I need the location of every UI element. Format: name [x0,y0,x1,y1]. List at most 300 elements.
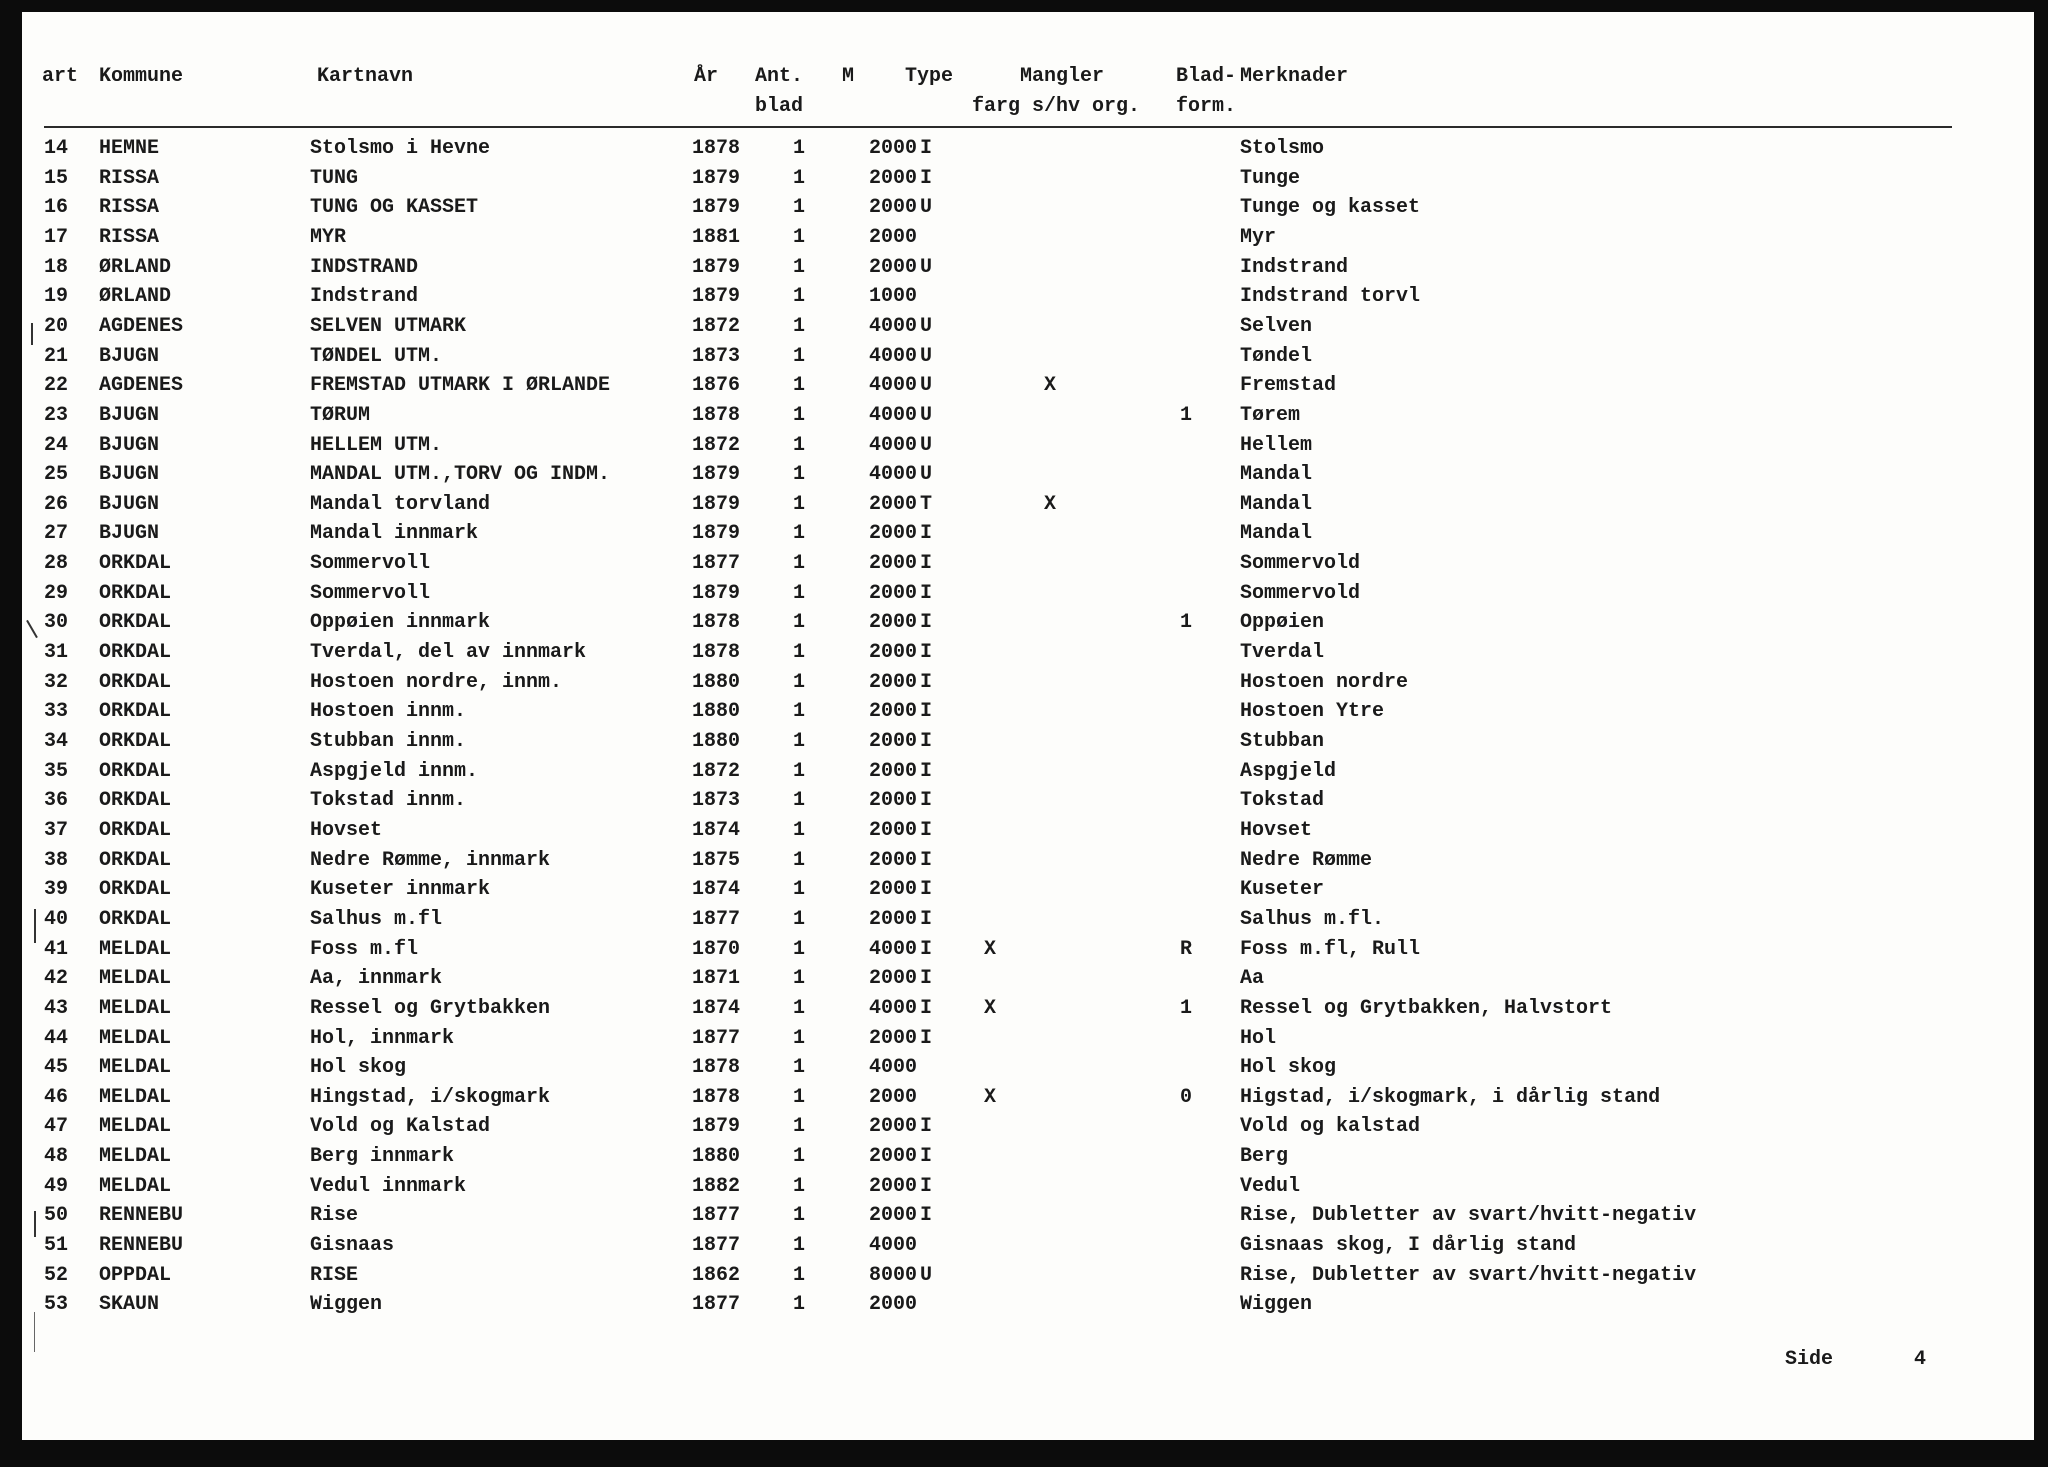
cell-ant: 1 [792,137,805,160]
cell-m: 2000 [868,967,917,990]
cell-aar: 1880 [691,671,740,694]
cell-kartnavn: Kuseter innmark [310,878,491,901]
cell-ant: 1 [792,1086,805,1109]
cell-kartnavn: RISE [310,1264,359,1287]
cell-aar: 1877 [691,552,740,575]
cell-kartnavn: Vedul innmark [310,1175,467,1198]
cell-ant: 1 [792,1293,805,1316]
cell-bladform: R [1180,938,1193,961]
cell-bladform: 0 [1180,1086,1193,1109]
cell-merknader: Indstrand torvl [1240,285,1421,308]
cell-aar: 1873 [691,345,740,368]
cell-m: 2000 [868,167,917,190]
cell-m: 4000 [868,1056,917,1079]
row-number: 50 [44,1204,69,1227]
cell-m: 2000 [868,256,917,279]
cell-ant: 1 [792,167,805,190]
cell-aar: 1870 [691,938,740,961]
header-art: art [42,65,79,88]
cell-m: 2000 [868,730,917,753]
cell-kommune: BJUGN [99,522,160,545]
cell-kommune: ORKDAL [99,611,172,634]
cell-aar: 1877 [691,1204,740,1227]
cell-kartnavn: Hol, innmark [310,1027,455,1050]
row-number: 17 [44,226,69,249]
row-number: 15 [44,167,69,190]
cell-kommune: ORKDAL [99,641,172,664]
cell-aar: 1878 [691,1056,740,1079]
cell-kartnavn: Indstrand [310,285,419,308]
cell-kartnavn: Salhus m.fl [310,908,443,931]
cell-aar: 1877 [691,908,740,931]
cell-merknader: Aa [1240,967,1265,990]
cell-m: 2000 [868,849,917,872]
cell-type: I [920,938,933,961]
cell-kommune: MELDAL [99,1175,172,1198]
cell-kommune: RISSA [99,226,160,249]
cell-type: I [920,819,933,842]
cell-m: 2000 [868,878,917,901]
cell-merknader: Rise, Dubletter av svart/hvitt-negativ [1240,1264,1697,1287]
cell-aar: 1878 [691,641,740,664]
cell-kommune: RENNEBU [99,1204,184,1227]
row-number: 34 [44,730,69,753]
row-number: 25 [44,463,69,486]
cell-merknader: Sommervold [1240,552,1361,575]
margin-mark [34,1211,36,1237]
cell-aar: 1879 [691,463,740,486]
cell-ant: 1 [792,730,805,753]
row-number: 40 [44,908,69,931]
cell-kartnavn: Stubban innm. [310,730,467,753]
row-number: 35 [44,760,69,783]
cell-merknader: Vedul [1240,1175,1301,1198]
cell-ant: 1 [792,849,805,872]
cell-kartnavn: TØRUM [310,404,371,427]
cell-kartnavn: Vold og Kalstad [310,1115,491,1138]
cell-ant: 1 [792,1264,805,1287]
cell-kartnavn: Aspgjeld innm. [310,760,479,783]
cell-merknader: Foss m.fl, Rull [1240,938,1421,961]
row-number: 33 [44,700,69,723]
row-number: 29 [44,582,69,605]
cell-aar: 1874 [691,819,740,842]
cell-ant: 1 [792,1115,805,1138]
cell-aar: 1879 [691,582,740,605]
cell-m: 4000 [868,374,917,397]
cell-sh: X [1044,374,1057,397]
header-kartnavn: Kartnavn [317,65,414,88]
cell-kommune: MELDAL [99,997,172,1020]
row-number: 37 [44,819,69,842]
cell-merknader: Mandal [1240,493,1313,516]
cell-ant: 1 [792,522,805,545]
cell-bladform: 1 [1180,997,1193,1020]
cell-kartnavn: INDSTRAND [310,256,419,279]
cell-type: U [920,315,933,338]
cell-m: 2000 [868,671,917,694]
cell-m: 2000 [868,819,917,842]
cell-kartnavn: Nedre Rømme, innmark [310,849,551,872]
cell-kartnavn: TØNDEL UTM. [310,345,443,368]
cell-kommune: RISSA [99,167,160,190]
cell-ant: 1 [792,760,805,783]
cell-type: I [920,700,933,723]
cell-type: U [920,404,933,427]
header-blad-line2: form. [1176,95,1237,118]
cell-ant: 1 [792,285,805,308]
margin-mark [31,323,33,345]
cell-merknader: Hol skog [1240,1056,1337,1079]
cell-type: U [920,434,933,457]
cell-m: 2000 [868,1175,917,1198]
cell-aar: 1872 [691,434,740,457]
cell-m: 4000 [868,434,917,457]
header-aar: År [694,65,719,88]
cell-merknader: Stolsmo [1240,137,1325,160]
cell-kartnavn: Hovset [310,819,383,842]
cell-type: U [920,1264,933,1287]
cell-kartnavn: Foss m.fl [310,938,419,961]
cell-m: 2000 [868,700,917,723]
cell-type: I [920,967,933,990]
cell-bladform: 1 [1180,404,1193,427]
cell-sh: X [1044,493,1057,516]
row-number: 47 [44,1115,69,1138]
cell-kommune: MELDAL [99,1115,172,1138]
cell-aar: 1872 [691,760,740,783]
cell-m: 4000 [868,938,917,961]
cell-merknader: Hellem [1240,434,1313,457]
cell-kommune: BJUGN [99,345,160,368]
cell-kartnavn: SELVEN UTMARK [310,315,467,338]
cell-type: I [920,137,933,160]
cell-kartnavn: FREMSTAD UTMARK I ØRLANDE [310,374,611,397]
row-number: 39 [44,878,69,901]
cell-type: T [920,493,933,516]
cell-m: 4000 [868,315,917,338]
cell-aar: 1878 [691,137,740,160]
header-ant-line1: Ant. [755,65,804,88]
cell-ant: 1 [792,997,805,1020]
cell-aar: 1873 [691,789,740,812]
cell-kommune: ORKDAL [99,908,172,931]
cell-ant: 1 [792,938,805,961]
cell-type: I [920,1145,933,1168]
row-number: 42 [44,967,69,990]
cell-aar: 1872 [691,315,740,338]
cell-kommune: MELDAL [99,1027,172,1050]
cell-type: I [920,641,933,664]
cell-ant: 1 [792,374,805,397]
cell-ant: 1 [792,434,805,457]
cell-kommune: OPPDAL [99,1264,172,1287]
cell-ant: 1 [792,908,805,931]
cell-merknader: Tokstad [1240,789,1325,812]
cell-kartnavn: Wiggen [310,1293,383,1316]
row-number: 21 [44,345,69,368]
cell-type: I [920,671,933,694]
cell-kommune: ORKDAL [99,700,172,723]
cell-merknader: Hovset [1240,819,1313,842]
row-number: 18 [44,256,69,279]
row-number: 41 [44,938,69,961]
cell-merknader: Stubban [1240,730,1325,753]
cell-ant: 1 [792,641,805,664]
cell-aar: 1879 [691,1115,740,1138]
cell-merknader: Aspgjeld [1240,760,1337,783]
cell-ant: 1 [792,967,805,990]
cell-m: 2000 [868,1027,917,1050]
cell-kommune: ORKDAL [99,849,172,872]
cell-kartnavn: Gisnaas [310,1234,395,1257]
cell-type: I [920,789,933,812]
cell-merknader: Wiggen [1240,1293,1313,1316]
cell-merknader: Hol [1240,1027,1277,1050]
cell-kommune: BJUGN [99,434,160,457]
cell-merknader: Selven [1240,315,1313,338]
cell-merknader: Higstad, i/skogmark, i dårlig stand [1240,1086,1661,1109]
cell-merknader: Tørem [1240,404,1301,427]
cell-kartnavn: Sommervoll [310,552,431,575]
row-number: 45 [44,1056,69,1079]
row-number: 19 [44,285,69,308]
document-page [22,12,2034,1440]
row-number: 26 [44,493,69,516]
cell-ant: 1 [792,463,805,486]
cell-m: 2000 [868,1115,917,1138]
cell-merknader: Tøndel [1240,345,1313,368]
cell-type: I [920,1027,933,1050]
cell-type: I [920,760,933,783]
cell-m: 4000 [868,463,917,486]
cell-m: 2000 [868,1204,917,1227]
cell-m: 2000 [868,760,917,783]
cell-type: I [920,878,933,901]
cell-type: I [920,908,933,931]
header-type: Type [905,65,954,88]
cell-kommune: ORKDAL [99,552,172,575]
cell-aar: 1875 [691,849,740,872]
cell-merknader: Fremstad [1240,374,1337,397]
cell-farg: X [984,1086,997,1109]
row-number: 48 [44,1145,69,1168]
cell-merknader: Indstrand [1240,256,1349,279]
header-mangler-line1: Mangler [1020,65,1105,88]
row-number: 16 [44,196,69,219]
cell-m: 4000 [868,345,917,368]
cell-aar: 1862 [691,1264,740,1287]
cell-kartnavn: Stolsmo i Hevne [310,137,491,160]
cell-ant: 1 [792,878,805,901]
cell-aar: 1876 [691,374,740,397]
cell-ant: 1 [792,789,805,812]
page-number: 4 [1914,1348,1927,1371]
cell-kartnavn: Rise [310,1204,359,1227]
cell-type: I [920,730,933,753]
cell-ant: 1 [792,700,805,723]
row-number: 14 [44,137,69,160]
cell-kartnavn: Ressel og Grytbakken [310,997,551,1020]
cell-ant: 1 [792,256,805,279]
cell-merknader: Myr [1240,226,1277,249]
cell-kartnavn: Aa, innmark [310,967,443,990]
cell-kommune: SKAUN [99,1293,160,1316]
cell-farg: X [984,997,997,1020]
page-label: Side [1785,1348,1834,1371]
cell-merknader: Berg [1240,1145,1289,1168]
cell-kartnavn: Hostoen nordre, innm. [310,671,563,694]
cell-type: U [920,256,933,279]
row-number: 46 [44,1086,69,1109]
cell-ant: 1 [792,1056,805,1079]
cell-farg: X [984,938,997,961]
row-number: 53 [44,1293,69,1316]
cell-ant: 1 [792,582,805,605]
cell-kartnavn: MANDAL UTM.,TORV OG INDM. [310,463,611,486]
cell-kommune: RENNEBU [99,1234,184,1257]
cell-merknader: Hostoen Ytre [1240,700,1385,723]
cell-kommune: ØRLAND [99,285,172,308]
cell-ant: 1 [792,1204,805,1227]
cell-merknader: Tunge og kasset [1240,196,1421,219]
cell-m: 2000 [868,641,917,664]
cell-kommune: BJUGN [99,463,160,486]
cell-m: 2000 [868,137,917,160]
cell-m: 2000 [868,789,917,812]
cell-aar: 1879 [691,167,740,190]
cell-kartnavn: Hol skog [310,1056,407,1079]
cell-aar: 1882 [691,1175,740,1198]
cell-m: 1000 [868,285,917,308]
header-ant-line2: blad [755,95,804,118]
cell-kommune: ORKDAL [99,878,172,901]
cell-ant: 1 [792,671,805,694]
cell-kartnavn: Oppøien innmark [310,611,491,634]
cell-aar: 1878 [691,404,740,427]
row-number: 32 [44,671,69,694]
cell-kartnavn: Berg innmark [310,1145,455,1168]
header-merknader: Merknader [1240,65,1349,88]
cell-aar: 1880 [691,700,740,723]
cell-aar: 1877 [691,1293,740,1316]
row-number: 43 [44,997,69,1020]
cell-merknader: Mandal [1240,522,1313,545]
cell-kartnavn: Sommervoll [310,582,431,605]
cell-kartnavn: Tokstad innm. [310,789,467,812]
cell-bladform: 1 [1180,611,1193,634]
row-number: 30 [44,611,69,634]
cell-ant: 1 [792,552,805,575]
cell-ant: 1 [792,1145,805,1168]
cell-kommune: BJUGN [99,493,160,516]
cell-kommune: ORKDAL [99,789,172,812]
cell-merknader: Hostoen nordre [1240,671,1409,694]
cell-merknader: Sommervold [1240,582,1361,605]
cell-kommune: AGDENES [99,374,184,397]
cell-aar: 1874 [691,878,740,901]
cell-ant: 1 [792,1175,805,1198]
row-number: 31 [44,641,69,664]
cell-merknader: Rise, Dubletter av svart/hvitt-negativ [1240,1204,1697,1227]
cell-ant: 1 [792,1027,805,1050]
cell-kommune: MELDAL [99,1056,172,1079]
cell-kommune: ORKDAL [99,819,172,842]
cell-m: 8000 [868,1264,917,1287]
cell-kommune: RISSA [99,196,160,219]
row-number: 24 [44,434,69,457]
cell-kommune: ORKDAL [99,671,172,694]
cell-merknader: Salhus m.fl. [1240,908,1385,931]
cell-kartnavn: Hingstad, i/skogmark [310,1086,551,1109]
row-number: 20 [44,315,69,338]
cell-kommune: BJUGN [99,404,160,427]
cell-ant: 1 [792,493,805,516]
cell-ant: 1 [792,819,805,842]
cell-kartnavn: MYR [310,226,347,249]
cell-kartnavn: Hostoen innm. [310,700,467,723]
header-blad-line1: Blad- [1176,65,1237,88]
cell-type: U [920,345,933,368]
row-number: 49 [44,1175,69,1198]
cell-kommune: AGDENES [99,315,184,338]
cell-kartnavn: Tverdal, del av innmark [310,641,587,664]
cell-aar: 1879 [691,256,740,279]
cell-aar: 1879 [691,493,740,516]
cell-m: 2000 [868,908,917,931]
cell-merknader: Tverdal [1240,641,1325,664]
cell-type: I [920,1115,933,1138]
cell-type: I [920,1204,933,1227]
cell-m: 2000 [868,611,917,634]
cell-kartnavn: Mandal torvland [310,493,491,516]
cell-aar: 1871 [691,967,740,990]
row-number: 44 [44,1027,69,1050]
cell-kommune: MELDAL [99,938,172,961]
cell-aar: 1878 [691,611,740,634]
row-number: 22 [44,374,69,397]
cell-kommune: ØRLAND [99,256,172,279]
cell-type: I [920,582,933,605]
row-number: 23 [44,404,69,427]
margin-mark [34,909,36,943]
cell-kartnavn: HELLEM UTM. [310,434,443,457]
cell-kommune: MELDAL [99,1145,172,1168]
cell-type: U [920,374,933,397]
header-mangler-line2: farg s/hv org. [972,95,1141,118]
cell-ant: 1 [792,404,805,427]
cell-kommune: ORKDAL [99,730,172,753]
header-divider [44,126,1952,128]
cell-type: I [920,997,933,1020]
row-number: 38 [44,849,69,872]
cell-type: I [920,1175,933,1198]
cell-m: 2000 [868,493,917,516]
cell-m: 2000 [868,1145,917,1168]
cell-aar: 1881 [691,226,740,249]
cell-aar: 1877 [691,1234,740,1257]
cell-type: I [920,522,933,545]
cell-ant: 1 [792,345,805,368]
cell-kommune: ORKDAL [99,582,172,605]
cell-ant: 1 [792,315,805,338]
cell-kommune: MELDAL [99,1086,172,1109]
cell-kommune: MELDAL [99,967,172,990]
cell-kommune: ORKDAL [99,760,172,783]
cell-type: I [920,611,933,634]
cell-aar: 1878 [691,1086,740,1109]
cell-ant: 1 [792,611,805,634]
